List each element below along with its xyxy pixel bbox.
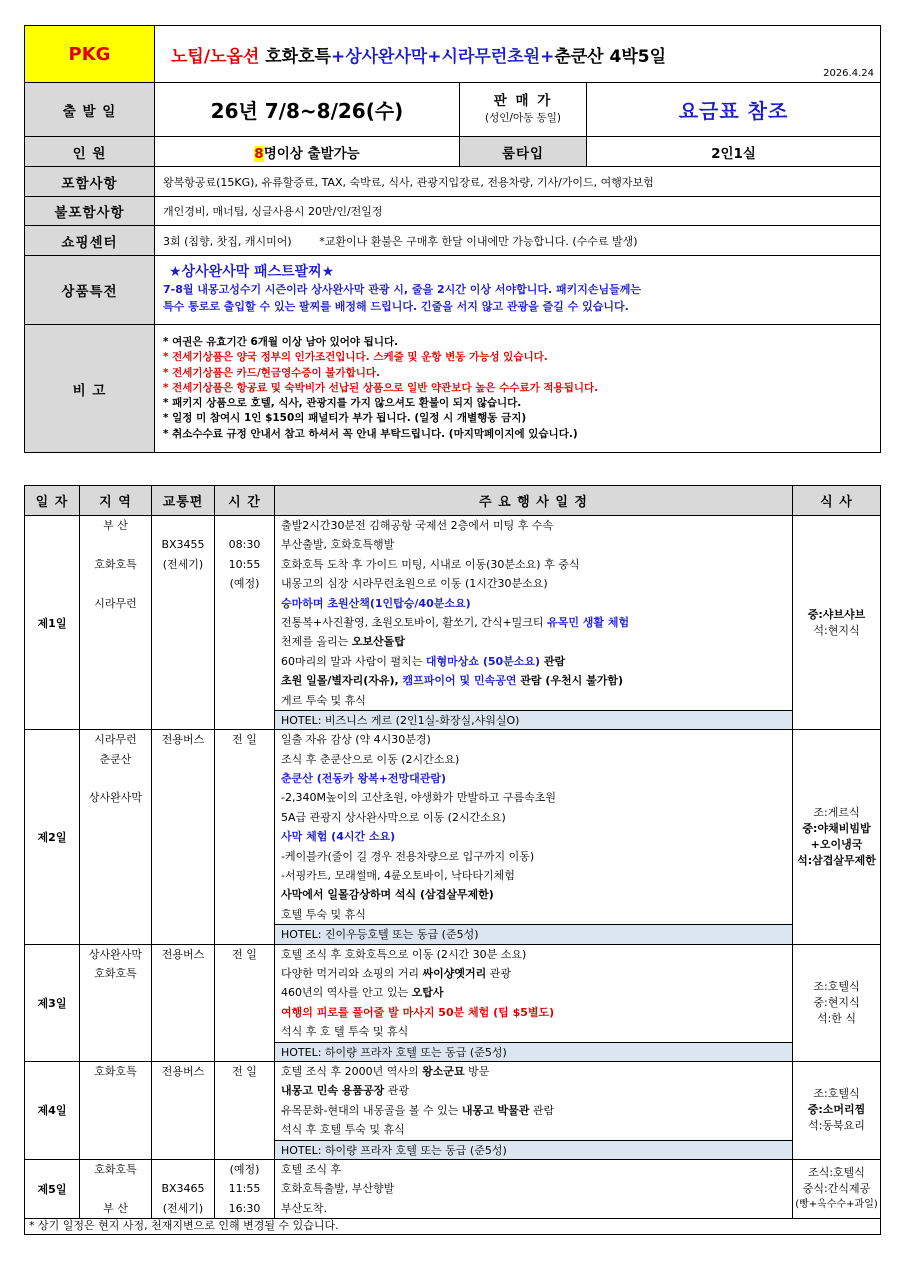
day3-hotel: HOTEL: 하이량 프라자 호텔 또는 동급 (준5성): [275, 1042, 792, 1061]
sched-line: 춘쿤산 (전동카 왕복+전망대관람): [281, 772, 447, 786]
region-text: 호화호특: [94, 966, 137, 980]
meal-lunch-extra: +오이냉국: [810, 837, 863, 851]
meal-breakfast: 조:게르식: [813, 805, 860, 819]
day1-transport: [152, 516, 215, 730]
transport-text: [152, 516, 214, 535]
price-value: 요금표 참조: [587, 83, 881, 137]
day5-schedule: [275, 1159, 793, 1218]
sched-text: 다양한 먹거리와 쇼핑의 거리: [281, 966, 423, 980]
time-text: 전 일: [232, 733, 257, 747]
sched-line: 호화호특출발, 부산향발: [281, 1182, 395, 1196]
day5-region: [80, 1159, 152, 1218]
meal-lunch: 중:현지식: [813, 995, 860, 1009]
region-text: [80, 535, 151, 554]
meal-lunch-detail: (빵+옥수수+과일): [795, 1198, 878, 1210]
sched-line: 사막 체험 (4시간 소요): [281, 830, 396, 844]
day1-row: [25, 516, 881, 730]
shop-note: *교환이나 환불은 구매후 한달 이내에만 가능합니다. (수수료 발생): [319, 234, 638, 248]
sched-line: 사막에서 일몰감상하며 석식 (삼겹살무제한): [281, 888, 494, 902]
note-7: * 취소수수료 규정 안내서 참고 하셔서 꼭 안내 부탁드립니다. (마지막페이지에 있습니다.): [163, 427, 578, 440]
col-meal: 식 사: [793, 486, 881, 516]
meal-breakfast: 조식:호텔식: [808, 1165, 865, 1179]
sched-line: 부산출발, 호화호특행발: [281, 538, 395, 552]
feature-line2: 특수 통로로 출입할 수 있는 팔찌를 배정해 드립니다. 긴줄을 서지 않고 관광을 즐길 수 있습니다.: [163, 299, 629, 313]
col-region: 지 역: [80, 486, 152, 516]
itinerary-table: [24, 485, 881, 1235]
day1-region: [80, 516, 152, 730]
sched-line: -2,340M높이의 고산초원, 야생화가 만발하고 구름속초원: [281, 791, 556, 805]
transport-text: (전세기): [162, 557, 204, 571]
footnote: * 상기 일정은 현지 사정, 천재지변으로 인해 변경될 수 있습니다.: [25, 1219, 881, 1235]
day5-transport: [152, 1159, 215, 1218]
meal-lunch: 중:샤브샤브: [807, 607, 866, 621]
transport-text: (전세기): [162, 1201, 204, 1215]
region-text: 호화호특: [94, 557, 137, 571]
meal-dinner: 석:현지식: [813, 623, 860, 637]
sched-text: 유목문화-현대의 내몽골을 볼 수 있는: [281, 1103, 462, 1117]
meal-lunch: 중식:간식제공: [802, 1181, 871, 1195]
sched-highlight: 왕소군묘: [422, 1064, 465, 1078]
sched-text: 호텔 조식 후 2000년 역사의: [281, 1064, 423, 1078]
sched-line: 승마하며 초원산책(1인탑승/40분소요): [281, 596, 471, 610]
issue-date: 2026.4.24: [823, 68, 874, 79]
day4-schedule: [275, 1061, 793, 1159]
transport-text: 전용버스: [161, 1064, 205, 1078]
sched-text: 방문: [464, 1064, 490, 1078]
product-title: [155, 26, 881, 83]
day3-time: [215, 944, 275, 1061]
col-transport: 교통편: [152, 486, 215, 516]
time-text: 전 일: [232, 947, 257, 961]
time-text: 전 일: [232, 1064, 257, 1078]
sched-highlight: 오탑사: [411, 986, 444, 1000]
day2-time: [215, 730, 275, 944]
feature-line1: 7-8월 내몽고성수기 시즌이라 상사완사막 관광 시, 줄을 2시간 이상 서야합니다. 패키지손님들께는: [163, 282, 641, 296]
title-plus1: +상사완사막+시라무런초원+: [330, 46, 555, 67]
day2-transport: [152, 730, 215, 944]
note-5: * 패키지 상품으로 호텔, 식사, 관광지를 가지 않으셔도 환불이 되지 않습니다.: [163, 397, 522, 410]
price-sub: (성인/아동 동일): [485, 111, 561, 124]
region-text: 부 산: [103, 1201, 128, 1215]
day3-transport: [152, 944, 215, 1061]
sched-line: -서핑카트, 모래썰매, 4륜오토바이, 낙타타기체험: [281, 869, 515, 883]
sched-line: 여행의 피로를 풀어줄 발 마사지 50분 체험 (팁 $5별도): [281, 1005, 555, 1019]
sched-text: 460년의 역사를 안고 있는: [281, 986, 412, 1000]
time-text: (예정): [229, 1162, 260, 1176]
day4-row: [25, 1061, 881, 1159]
note-4: * 전세기상품은 항공료 및 숙박비가 선납된 상품으로 일반 약관보다 높은 수수료가 적용됩니다.: [163, 381, 599, 394]
sched-line: 일출 자유 감상 (약 4시30분경): [281, 733, 431, 747]
transport-text: BX3455: [161, 538, 205, 552]
sched-line: 호화호특 도착 후 가이드 미팅, 시내로 이동(30분소요) 후 중식: [281, 557, 580, 571]
feature-label: 상품특전: [25, 256, 155, 325]
meal-dinner: 석:한 식: [816, 1011, 857, 1025]
sched-line: 내몽고의 심장 시라무런초원으로 이동 (1시간30분소요): [281, 577, 548, 591]
day4-time: [215, 1061, 275, 1159]
sched-line: [281, 1062, 786, 1081]
sched-highlight: 유목민 생활 체험: [547, 615, 630, 629]
sched-highlight: 내몽고 민속 용품공장: [281, 1084, 385, 1098]
include-value: 왕복항공료(15KG), 유류할증료, TAX, 숙박료, 식사, 관광지입장료, 전용차량, 기사/가이드, 여행자보험: [155, 167, 881, 197]
day2-schedule: [275, 730, 793, 944]
transport-text: [152, 1160, 214, 1179]
region-text: 시라무런: [94, 596, 137, 610]
sched-text: 관광: [384, 1084, 410, 1098]
transport-text: 전용버스: [161, 733, 205, 747]
people-rest: 명이상 출발가능: [263, 145, 360, 162]
region-text: 춘쿤산: [99, 752, 132, 766]
price-label: [460, 83, 587, 137]
people-label: 인 원: [25, 137, 155, 167]
title-main2: 춘쿤산 4박5일: [554, 46, 667, 67]
shop-cell: [155, 226, 881, 256]
exclude-label: 불포함사항: [25, 197, 155, 226]
sched-line: [281, 632, 786, 651]
meal-dinner: 석:동북요리: [808, 1119, 865, 1133]
sched-line: 5A급 관광지 상사완사막으로 이동 (2시간소요): [281, 810, 506, 824]
day4-region: [80, 1061, 152, 1159]
sched-line: -케이블카(줄이 길 경우 전용차량으로 입구까지 이동): [281, 849, 535, 863]
day4-label: 제4일: [25, 1061, 80, 1159]
sched-highlight: 대형마상쇼 (50분소요): [425, 654, 541, 668]
sched-line: [281, 983, 786, 1002]
meal-lunch: 중:소머리찜: [807, 1103, 866, 1117]
sched-highlight: 내몽고 박물관: [461, 1103, 530, 1117]
sched-line: [281, 652, 786, 671]
meal-lunch: 중:야채비빔밥: [802, 821, 871, 835]
notes-label: 비 고: [25, 325, 155, 453]
day3-label: 제3일: [25, 944, 80, 1061]
day3-region: [80, 944, 152, 1061]
region-text: 호화호특: [94, 1162, 137, 1176]
day5-row: [25, 1159, 881, 1218]
sched-text: 관람: [529, 1103, 555, 1117]
day5-label: 제5일: [25, 1159, 80, 1218]
region-text: [80, 1179, 151, 1198]
sched-line: [281, 964, 786, 983]
day2-hotel: HOTEL: 진이우등호텔 또는 동급 (준5성): [275, 924, 792, 943]
shop-value: 3회 (침향, 찻집, 캐시미어): [163, 234, 292, 248]
day1-hotel: HOTEL: 비즈니스 게르 (2인1실-화장실,샤워실O): [275, 710, 792, 729]
departure-label: 출 발 일: [25, 83, 155, 137]
note-2: * 전세기상품은 양국 정부의 인가조건입니다. 스케줄 및 운항 변동 가능성 있습니다.: [163, 351, 548, 364]
day5-time: [215, 1159, 275, 1218]
sched-text: 초원 일몰/별자리(자유),: [281, 674, 403, 688]
title-main1: 호화호특: [265, 46, 331, 67]
exclude-value: 개인경비, 매너팁, 싱글사용시 20만/인/전일정: [155, 197, 881, 226]
sched-line: 호텔 조식 후 호화호특으로 이동 (2시간 30분 소요): [281, 947, 527, 961]
region-text: [80, 574, 151, 593]
time-text: 16:30: [228, 1201, 261, 1215]
sched-highlight: 싸이샹옛거리: [422, 966, 487, 980]
sched-highlight: 오보산돌탑: [351, 635, 405, 649]
notes-cell: [155, 325, 881, 453]
note-6: * 일정 미 참여시 1인 $150의 패널티가 부가 됩니다. (일정 시 개별행동 금지): [163, 412, 527, 425]
day2-label: 제2일: [25, 730, 80, 944]
day3-meal: [793, 944, 881, 1061]
sched-line: 조식 후 춘쿤산으로 이동 (2시간소요): [281, 752, 460, 766]
sched-line: [281, 613, 786, 632]
sched-line: 출발2시간30분전 김해공항 국제선 2층에서 미팅 후 수속: [281, 519, 554, 532]
time-text: 10:55: [228, 557, 261, 571]
region-text: 호화호특: [94, 1064, 137, 1078]
room-label: 룸타입: [460, 137, 587, 167]
transport-text: BX3465: [161, 1182, 205, 1196]
note-3: * 전세기상품은 카드/현금영수증이 불가합니다.: [163, 366, 380, 379]
day1-schedule: [275, 516, 793, 730]
sched-text: 60마리의 말과 사람이 펼치는: [281, 654, 426, 668]
people-num: 8: [254, 145, 264, 162]
sched-text: 천제를 올리는: [281, 635, 352, 649]
sched-line: 호텔 투숙 및 휴식: [281, 907, 366, 921]
day4-transport: [152, 1061, 215, 1159]
feature-title: ★상사완사막 패스트팔찌★: [169, 263, 335, 280]
sched-line: 석식 후 호텔 투숙 및 휴식: [281, 1123, 405, 1137]
sched-line: 석식 후 호 텔 투숙 및 휴식: [281, 1025, 409, 1039]
info-table: [24, 25, 881, 453]
day1-label: 제1일: [25, 516, 80, 730]
people-value: [155, 137, 460, 167]
day1-time: [215, 516, 275, 730]
meal-breakfast: 조:호텔식: [813, 979, 860, 993]
day4-hotel: HOTEL: 하이량 프라자 호텔 또는 동급 (준5성): [275, 1140, 792, 1159]
region-text: 부 산: [103, 519, 128, 532]
sched-text: 전통복+사진촬영, 초원오토바이, 활쏘기, 간식+밀크티: [281, 615, 548, 629]
room-value: 2인1실: [587, 137, 881, 167]
region-text: 시라무런: [94, 733, 137, 747]
time-text: [215, 516, 274, 535]
sched-line: 게르 투숙 및 휴식: [281, 693, 366, 707]
departure-value: 26년 7/8~8/26(수): [155, 83, 460, 137]
sched-line: [281, 1081, 786, 1100]
sched-line: [281, 1101, 786, 1120]
region-text: 상사완사막: [88, 947, 143, 961]
shop-label: 쇼핑센터: [25, 226, 155, 256]
sched-text: 관광: [486, 966, 512, 980]
meal-dinner: 석:삼겹살무제한: [797, 853, 876, 867]
sched-line: 호텔 조식 후: [281, 1162, 342, 1176]
day1-meal: [793, 516, 881, 730]
day2-region: [80, 730, 152, 944]
day4-meal: [793, 1061, 881, 1159]
include-label: 포함사항: [25, 167, 155, 197]
sched-text: 관람: [540, 654, 566, 668]
region-text: [80, 769, 151, 788]
day3-schedule: [275, 944, 793, 1061]
sched-highlight: 캠프파이어 및 민속공연: [402, 674, 517, 688]
feature-cell: [155, 256, 881, 325]
day5-meal: [793, 1159, 881, 1218]
title-prefix: 노팁/노옵션: [171, 46, 260, 67]
meal-breakfast: 조:호텔식: [813, 1087, 860, 1101]
price-label-text: 판 매 가: [493, 92, 553, 109]
transport-text: 전용버스: [161, 947, 205, 961]
col-schedule: 주 요 행 사 일 정: [275, 486, 793, 516]
day3-row: [25, 944, 881, 1061]
col-day: 일 자: [25, 486, 80, 516]
time-text: 11:55: [228, 1182, 261, 1196]
sched-line: [281, 671, 786, 690]
time-text: (예정): [229, 577, 260, 591]
sched-text: 관람 (우천시 불가함): [516, 674, 624, 688]
time-text: 08:30: [228, 538, 261, 552]
sched-line: 부산도착.: [281, 1201, 328, 1215]
day2-row: [25, 730, 881, 944]
region-text: 상사완사막: [88, 791, 143, 805]
day2-meal: [793, 730, 881, 944]
pkg-badge: PKG: [25, 26, 155, 83]
col-time: 시 간: [215, 486, 275, 516]
note-1: * 여권은 유효기간 6개월 이상 남아 있어야 됩니다.: [163, 336, 399, 349]
